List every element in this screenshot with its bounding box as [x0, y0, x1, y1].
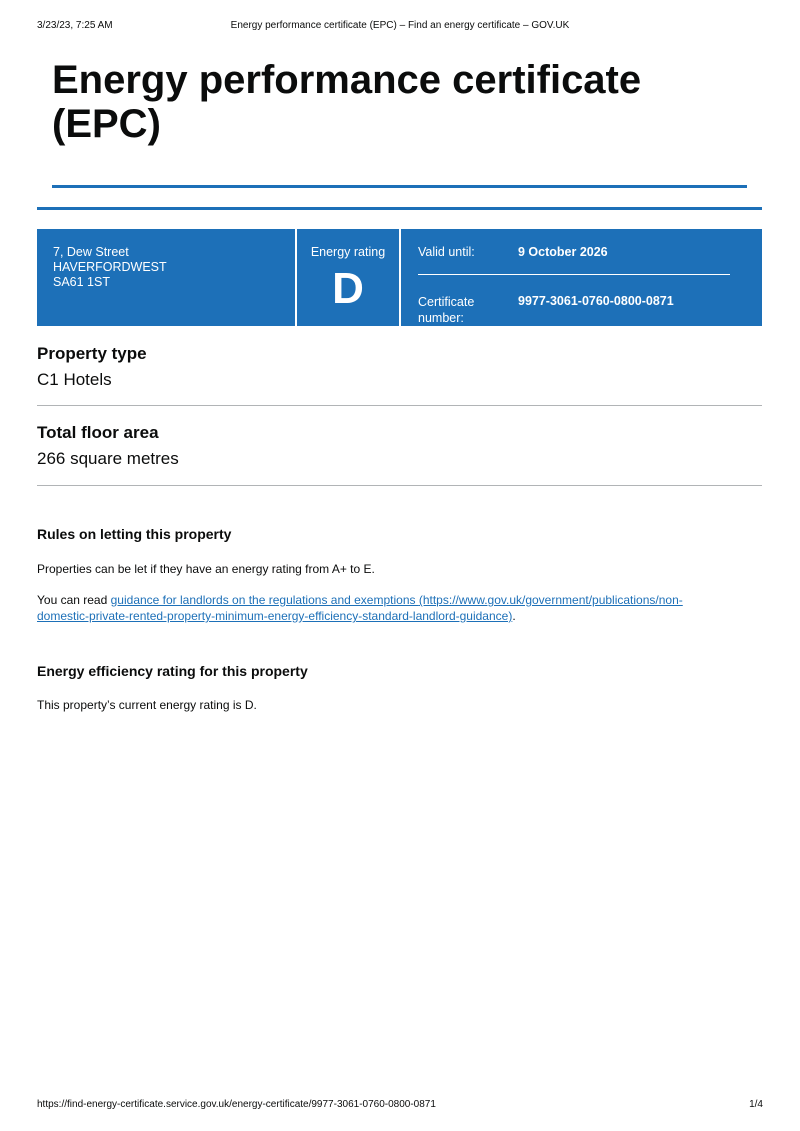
print-header — [37, 19, 763, 33]
rules-heading: Rules on letting this property — [37, 526, 232, 542]
guidance-link-url-part-1: (https://www.gov.uk/government/publications/non- — [418, 593, 683, 607]
banner-divider — [399, 229, 401, 326]
summary-key: Property type — [37, 344, 147, 363]
valid-until-label: Valid until: — [418, 245, 475, 259]
print-page-number: 1/4 — [749, 1099, 763, 1110]
address-line-2: HAVERFORDWEST — [53, 260, 167, 274]
title-divider — [52, 185, 747, 188]
guidance-link-url-part-2: domestic-private-rented-property-minimum-energy-efficiency-standard-landlord-guidance) — [37, 609, 513, 623]
certificate-number-value: 9977-3061-0760-0800-0871 — [518, 294, 674, 308]
energy-rating-label: Energy rating — [310, 245, 386, 259]
summary-key: Total floor area — [37, 423, 159, 442]
energy-rating-value: D — [332, 264, 364, 313]
summary-row-property-type — [37, 343, 762, 391]
guidance-suffix: . — [512, 609, 516, 623]
summary-divider — [37, 485, 762, 486]
summary-row-floor-area — [37, 422, 762, 470]
page-title: Energy performance certificate (EPC) — [52, 58, 642, 146]
summary-divider — [37, 405, 762, 406]
certificate-number-label: Certificate number: — [418, 295, 475, 325]
efficiency-heading: Energy efficiency rating for this property — [37, 663, 308, 679]
print-footer — [37, 1098, 763, 1112]
summary-value: C1 Hotels — [37, 370, 112, 389]
banner-inner-divider — [418, 274, 730, 275]
guidance-link[interactable] — [37, 593, 683, 623]
summary-value: 266 square metres — [37, 449, 179, 468]
address-line-3: SA61 1ST — [53, 275, 110, 289]
guidance-link-text: guidance for landlords on the regulations and exemptions — [110, 593, 416, 607]
print-url: https://find-energy-certificate.service.gov.uk/energy-certificate/9977-3061-0760-0800-0871 — [37, 1099, 436, 1110]
valid-until-value: 9 October 2026 — [518, 245, 608, 259]
print-datetime: 3/23/23, 7:25 AM — [37, 20, 113, 31]
rules-paragraph: Properties can be let if they have an energy rating from A+ to E. — [37, 562, 375, 576]
section-divider — [37, 207, 762, 210]
print-page-title: Energy performance certificate (EPC) – Find an energy certificate – GOV.UK — [230, 20, 570, 31]
property-address — [53, 245, 167, 290]
epc-summary-banner — [37, 229, 762, 326]
guidance-prefix: You can read — [37, 593, 111, 607]
guidance-paragraph — [37, 592, 757, 624]
efficiency-paragraph: This property’s current energy rating is D. — [37, 698, 257, 712]
address-line-1: 7, Dew Street — [53, 245, 129, 259]
